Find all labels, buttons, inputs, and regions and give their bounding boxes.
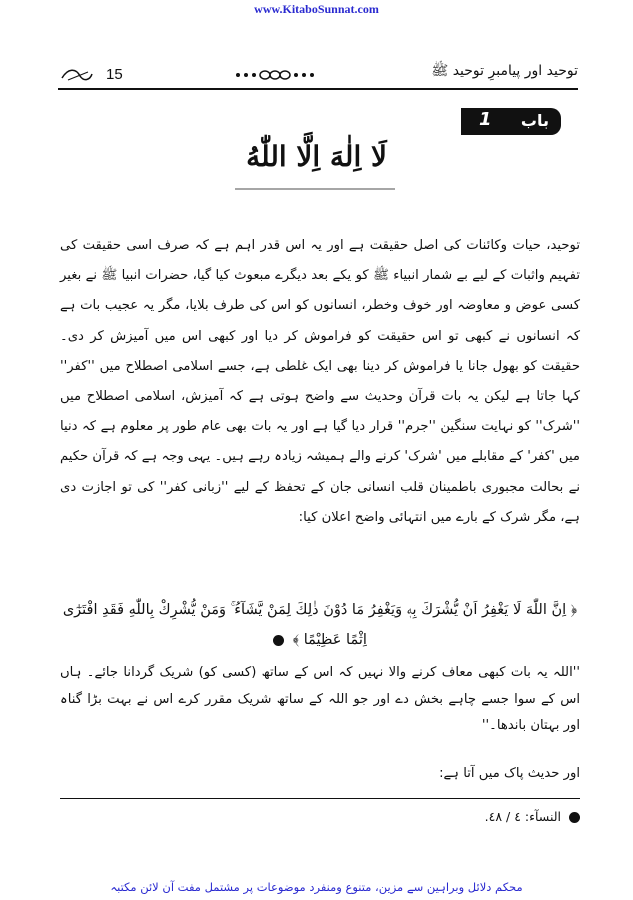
header-rule bbox=[58, 88, 578, 90]
chapter-title: لَا اِلٰهَ اِلَّا اللّٰهُ bbox=[246, 140, 387, 173]
library-tagline: محکم دلائل وبراہین سے مزین، متنوع ومنفرد موضوعات پر مشتمل مفت آن لائن مکتبہ bbox=[110, 880, 523, 894]
ornament-icon bbox=[58, 64, 318, 86]
hadith-intro: اور حدیث پاک میں آتا ہے: bbox=[439, 766, 580, 781]
quran-verse bbox=[60, 595, 580, 655]
chapter-number: 1 bbox=[479, 109, 492, 130]
footnote-marker-icon bbox=[273, 635, 284, 646]
site-url[interactable]: www.KitaboSunnat.com bbox=[254, 2, 379, 16]
footnote-text: النسآء: ٤ / ٤٨. bbox=[484, 809, 562, 824]
title-underline-icon bbox=[235, 186, 395, 192]
footnote-rule bbox=[60, 798, 580, 799]
running-head: توحید اور پیامبرِ توحید ﷺ bbox=[431, 63, 578, 79]
page-header bbox=[58, 62, 578, 92]
verse-text: ﴿ اِنَّ اللّٰهَ لَا يَغْفِرُ اَنْ يُّشْرَكَ بِهٖ وَيَغْفِرُ مَا دُوْنَ ذٰلِكَ لِمَنْ يَّشَآءُ ۚ وَمَنْ يُّشْرِكْ بِاللّٰهِ فَقَدِ افْتَرٰٓى اِثْمًا عَظِيْمًا ﴾ bbox=[62, 602, 578, 648]
page-number: 15 bbox=[106, 66, 123, 83]
chapter-badge bbox=[461, 108, 561, 135]
verse-translation: ''اللہ یہ بات کبھی معاف کرنے والا نہیں کہ اس کے ساتھ (کسی کو) شریک گردانا جائے۔ ہاں اس کے سوا جسے چاہے بخش دے اور جو اللہ کے ساتھ شریک مقرر کرے اس نے بہت بڑا گناہ اور بہتان باندھا۔'' bbox=[60, 665, 580, 733]
body-paragraph: توحید، حیات وکائنات کی اصل حقیقت ہے اور یہ اس قدر اہم ہے کہ صرف اسی حقیقت کی تفہیم واثبات کے لیے بے شمار انبیاء ﷺ کو یکے بعد دیگرے مبعوث کیا گیا، حضرات انبیا ﷺ نے بغیر کسی عوض و معاوضہ اور خوف وخطر، انسانوں کو اس کی طرف بلایا، مگر یہ عجیب بات ہے کہ انسانوں نے کبھی تو اس حقیقت کو فراموش کر دیا اور کبھی اس میں آمیزش کر دی۔ حقیقت کو بھول جانا یا فراموش کر دینا بھی ایک غلطی ہے، جسے اسلامی اصطلاح میں ''کفر'' کہا جاتا ہے لیکن یہ بات قرآن وحدیث سے واضح ہوتی ہے کہ آمیزش، اسلامی اصطلاح میں ''شرک'' کو نہایت سنگین ''جرم'' قرار دیا گیا ہے اور یہ بات بھی عام طور پر معلوم ہے کہ دنیا میں 'کفر' کے مقابلے میں 'شرک' کرنے والے ہمیشہ زیادہ رہے ہیں۔ یہی وجہ ہے کہ قرآن حکیم نے بحالت مجبوری باطمینان قلب انسانی جان کے تحفظ کے لیے ''زبانی کفر'' کی تو اجازت دی ہے، مگر شرک کے بارے میں انتہائی واضح اعلان کیا: bbox=[60, 238, 580, 525]
footnote bbox=[485, 809, 580, 824]
chapter-label: باب bbox=[520, 111, 549, 130]
body-text bbox=[60, 231, 580, 533]
footnote-number-icon bbox=[569, 812, 580, 823]
